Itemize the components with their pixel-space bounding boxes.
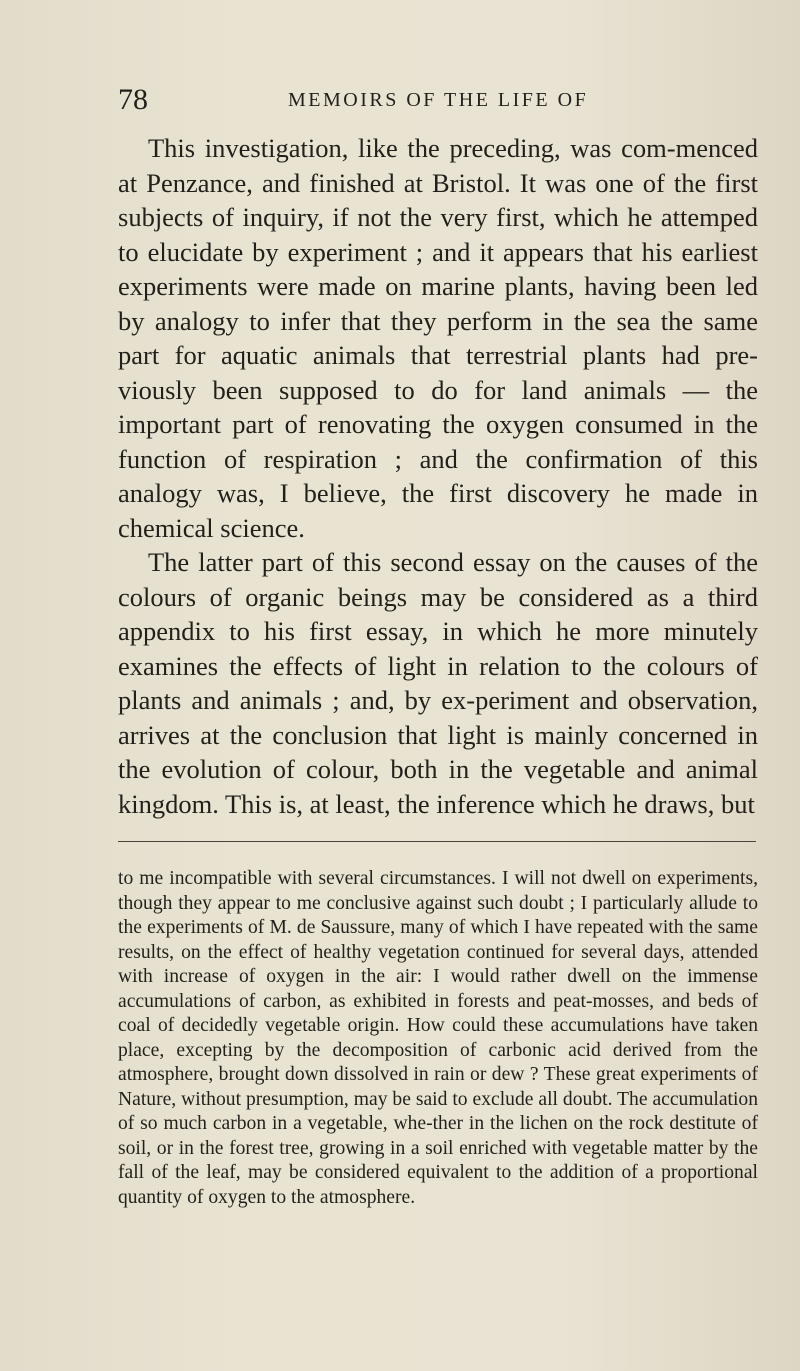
paragraph: This investigation, like the preceding, was com-menced at Penzance, and finished at Bristol. It was one of the first subjects of inquiry, if not the very first, which he attemped to elucidate by experiment ; and it appears that his earliest experiments were made on marine plants, having been led by analogy to infer that they perform in the sea the same part for aquatic animals that terrestrial plants had pre-viously been supposed to do for land animals — the important part of renovating the oxygen consumed in the function of respiration ; and the confirmation of this analogy was, I believe, the first discovery he made in chemical science. <box>118 133 758 543</box>
page-header <box>118 80 678 120</box>
footnote <box>118 867 758 1210</box>
paragraph: The latter part of this second essay on the causes of the colours of organic beings may be considered as a third appendix to his first essay, in which he more minutely examines the effects of light in relation to the colours of plants and animals ; and, by ex-periment and observation, arrives at the conclusion that light is mainly concerned in the evolution of colour, both in the vegetable and animal kingdom. This is, at least, the inference which he draws, but <box>118 547 758 819</box>
footnote-text: to me incompatible with several circumstances. I will not dwell on experiments, though they appear to me conclusive against such doubt ; I particularly allude to the experiments of M. de Saussure, many of which I have repeated with the same results, on the effect of healthy vegetation continued for several days, attended with increase of oxygen in the air: I would rather dwell on the immense accumulations of carbon, as exhibited in forests and peat-mosses, and beds of coal of decidedly vegetable origin. How could these accumulations have taken place, excepting by the decomposition of carbonic acid derived from the atmosphere, brought down dissolved in rain or dew ? These great experiments of Nature, without presumption, may be said to exclude all doubt. The accumulation of so much carbon in a vegetable, whe-ther in the lichen on the rock destitute of soil, or in the forest tree, growing in a soil enriched with vegetable matter by the fall of the leaf, may be considered equivalent to the addition of a proportional quantity of oxygen to the atmosphere. <box>118 868 758 1208</box>
footnote-divider <box>118 841 756 842</box>
running-head: MEMOIRS OF THE LIFE OF <box>288 89 589 111</box>
page-number: 78 <box>118 83 148 116</box>
main-text <box>118 131 758 821</box>
